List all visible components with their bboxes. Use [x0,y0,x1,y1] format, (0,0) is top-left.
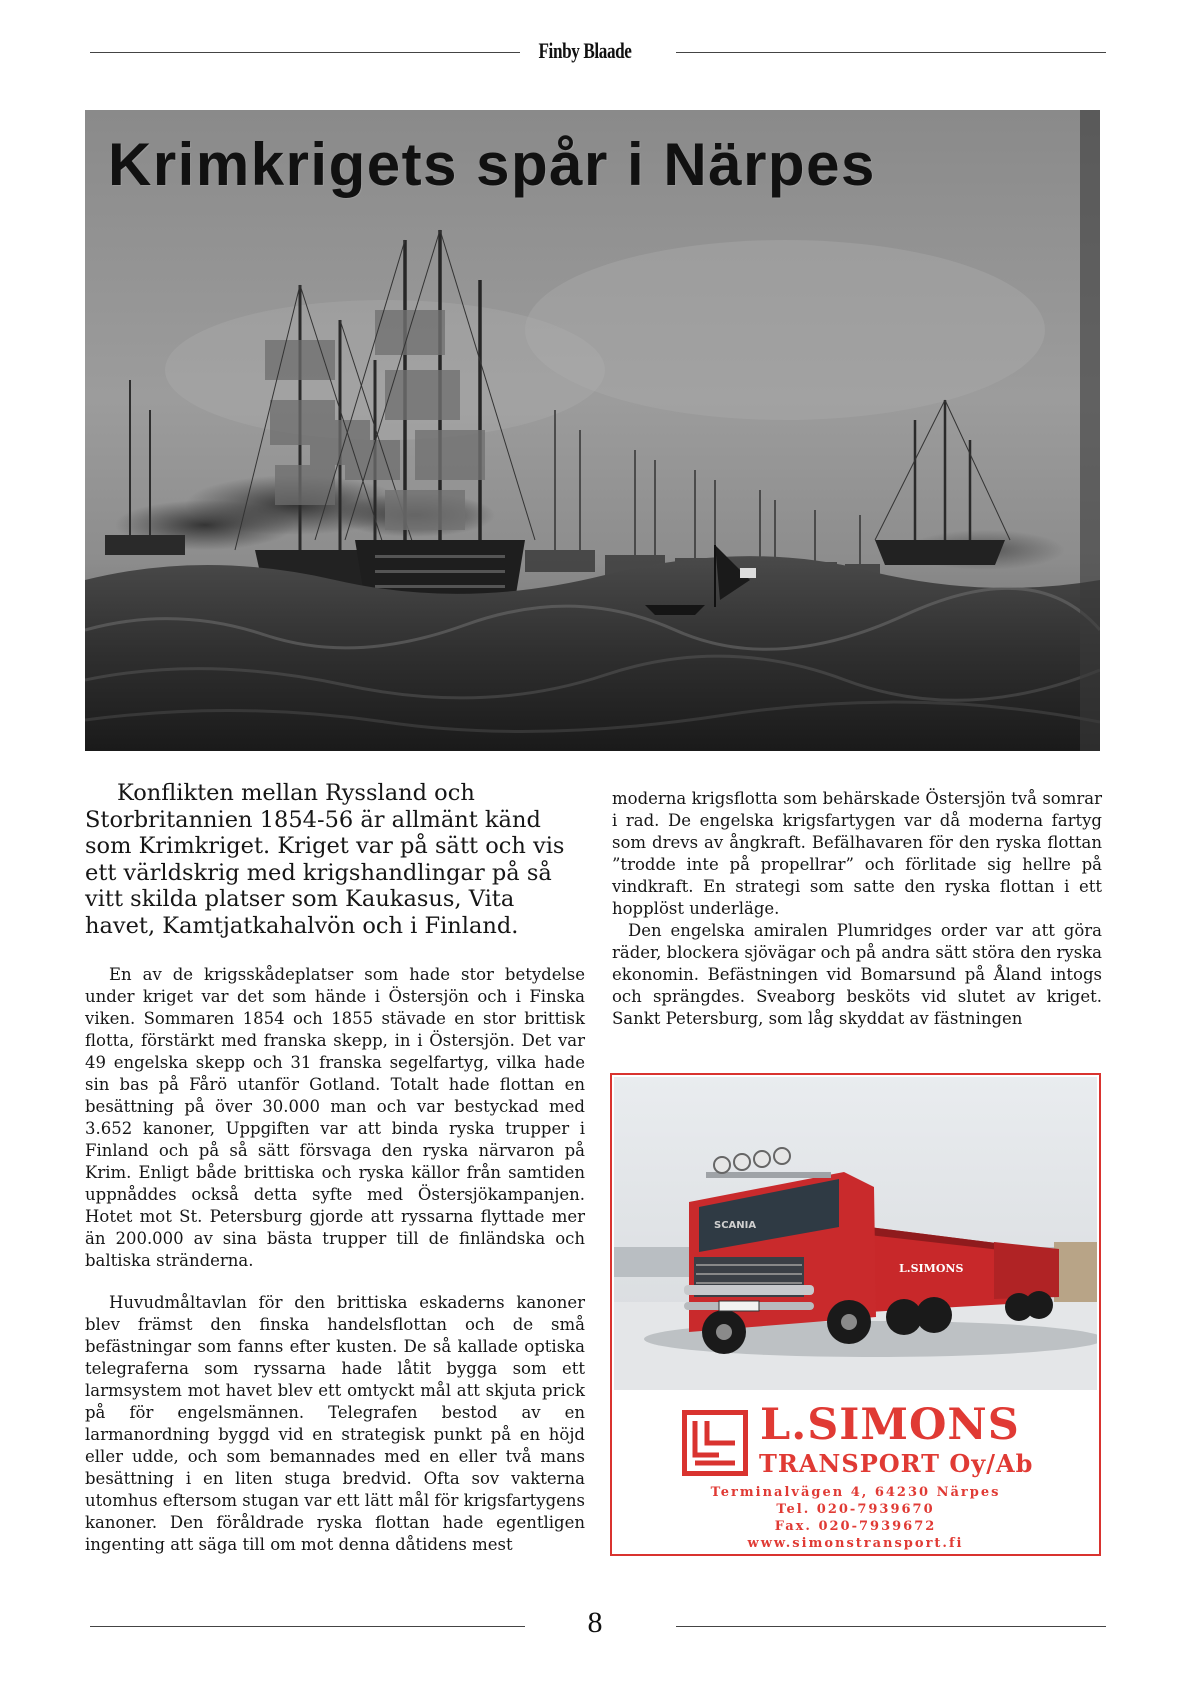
right-column [612,788,1102,1030]
company-address: Terminalvägen 4, 64230 Närpes [710,1485,1001,1500]
publication-title: Finby Blaade [538,38,632,63]
company-fax: Fax. 020-7939672 [774,1519,937,1534]
header-rule-right [676,52,1106,53]
hero-image [85,110,1100,751]
article-lead [85,780,585,939]
company-name: L.SIMONS [760,1400,1020,1450]
left-column [85,964,585,1576]
logo-mark-icon [687,1415,743,1471]
footer-rule-right [676,1626,1106,1627]
header-rule-left [90,52,520,53]
company-phone: Tel. 020-7939670 [776,1502,935,1517]
company-logo [682,1410,748,1476]
company-subtitle: TRANSPORT Oy/Ab [759,1449,1034,1478]
footer-rule-left [90,1626,525,1627]
body-paragraph: Den engelska amiralen Plumridges order var att göra räder, blockera sjövägar och på andra sätt störa den ryska ekonomin. Befästningen vid Bomarsund på Åland intogs och sprängdes. Sveaborg besköts vid slutet av kriget. Sankt Petersburg, som låg skyddat av fästningen [612,921,1102,1028]
body-paragraph: En av de krigsskådeplatser som hade stor betydelse under kriget var det som hände i Östersjön och i Finska viken. Sommaren 1854 och 1855 stävade en stor brittisk flotta, förstärkt med franska skepp, in i Östersjön. Det var 49 engelska skepp och 31 franska segelfartyg, vilka hade sin bas på Fårö utanför Gotland. Totalt hade flottan en besättning på över 30.000 man och var bestyckad med 3.652 kanoner, Uppgiften var att binda ryska trupper i Finland och på så sätt försvaga den ryska närvaron på Krim. Enligt både brittiska och ryska källor från samtiden uppnåddes också detta syfte med Östersjökampanjen. Hotet mot St. Petersburg gjorde att ryssarna flyttade mer än 200.000 av sina bästa trupper till de finländska och baltiska stränderna. [85,965,585,1270]
lead-paragraph: Konflikten mellan Ryssland och Storbritannien 1854-56 är allmänt känd som Krimkriget. Kriget var på sätt och vis ett världskrig med krigshandlingar på så vitt skilda platser som Kaukasus, Vita havet, Kamtjatkahalvön och i Finland. [85,780,565,939]
truck-brand: SCANIA [714,1220,757,1231]
company-website: www.simonstransport.fi [747,1536,964,1551]
body-paragraph: Huvudmåltavlan för den brittiska eskaderns kanoner blev främst den finska handelsflottan och de små befästningar som fanns efter kusten. De så kallade optiska telegraferna som ryssarna hade låtit bygga som ett larmsystem mot havet blev ett omtyckt mål att skjuta prick på för engelsmännen. Telegrafen bestod av en larmanordning byggd vid en strategisk punkt på en höjd eller udde, och som bemannades med en eller två mans besättning i en liten stuga bredvid. Ofta sov vakterna utomhus eftersom stugan var ett lätt mål för krigsfartygens kanoner. Den föråldrade ryska flottan hade egentligen ingenting att säga till om mot denna dåtidens mest [85,1293,586,1554]
trailer-lettering: L.SIMONS [899,1262,964,1275]
truck-photo [614,1077,1097,1390]
article-headline: Krimkrigets spår i Närpes [108,131,876,198]
naval-fleet-illustration [85,110,1100,751]
page-number: 8 [587,1606,603,1639]
advertisement [610,1073,1101,1556]
body-paragraph: moderna krigsflotta som behärskade Östersjön två somrar i rad. De engelska krigsfartygen var då moderna fartyg som drevs av ångkraft. Befälhavaren för den ryska flottan ”trodde inte på propellrar” och förlitade sig hellre på vindkraft. En strategi som satte den ryska flottan i ett hopplöst underläge. [612,789,1102,918]
